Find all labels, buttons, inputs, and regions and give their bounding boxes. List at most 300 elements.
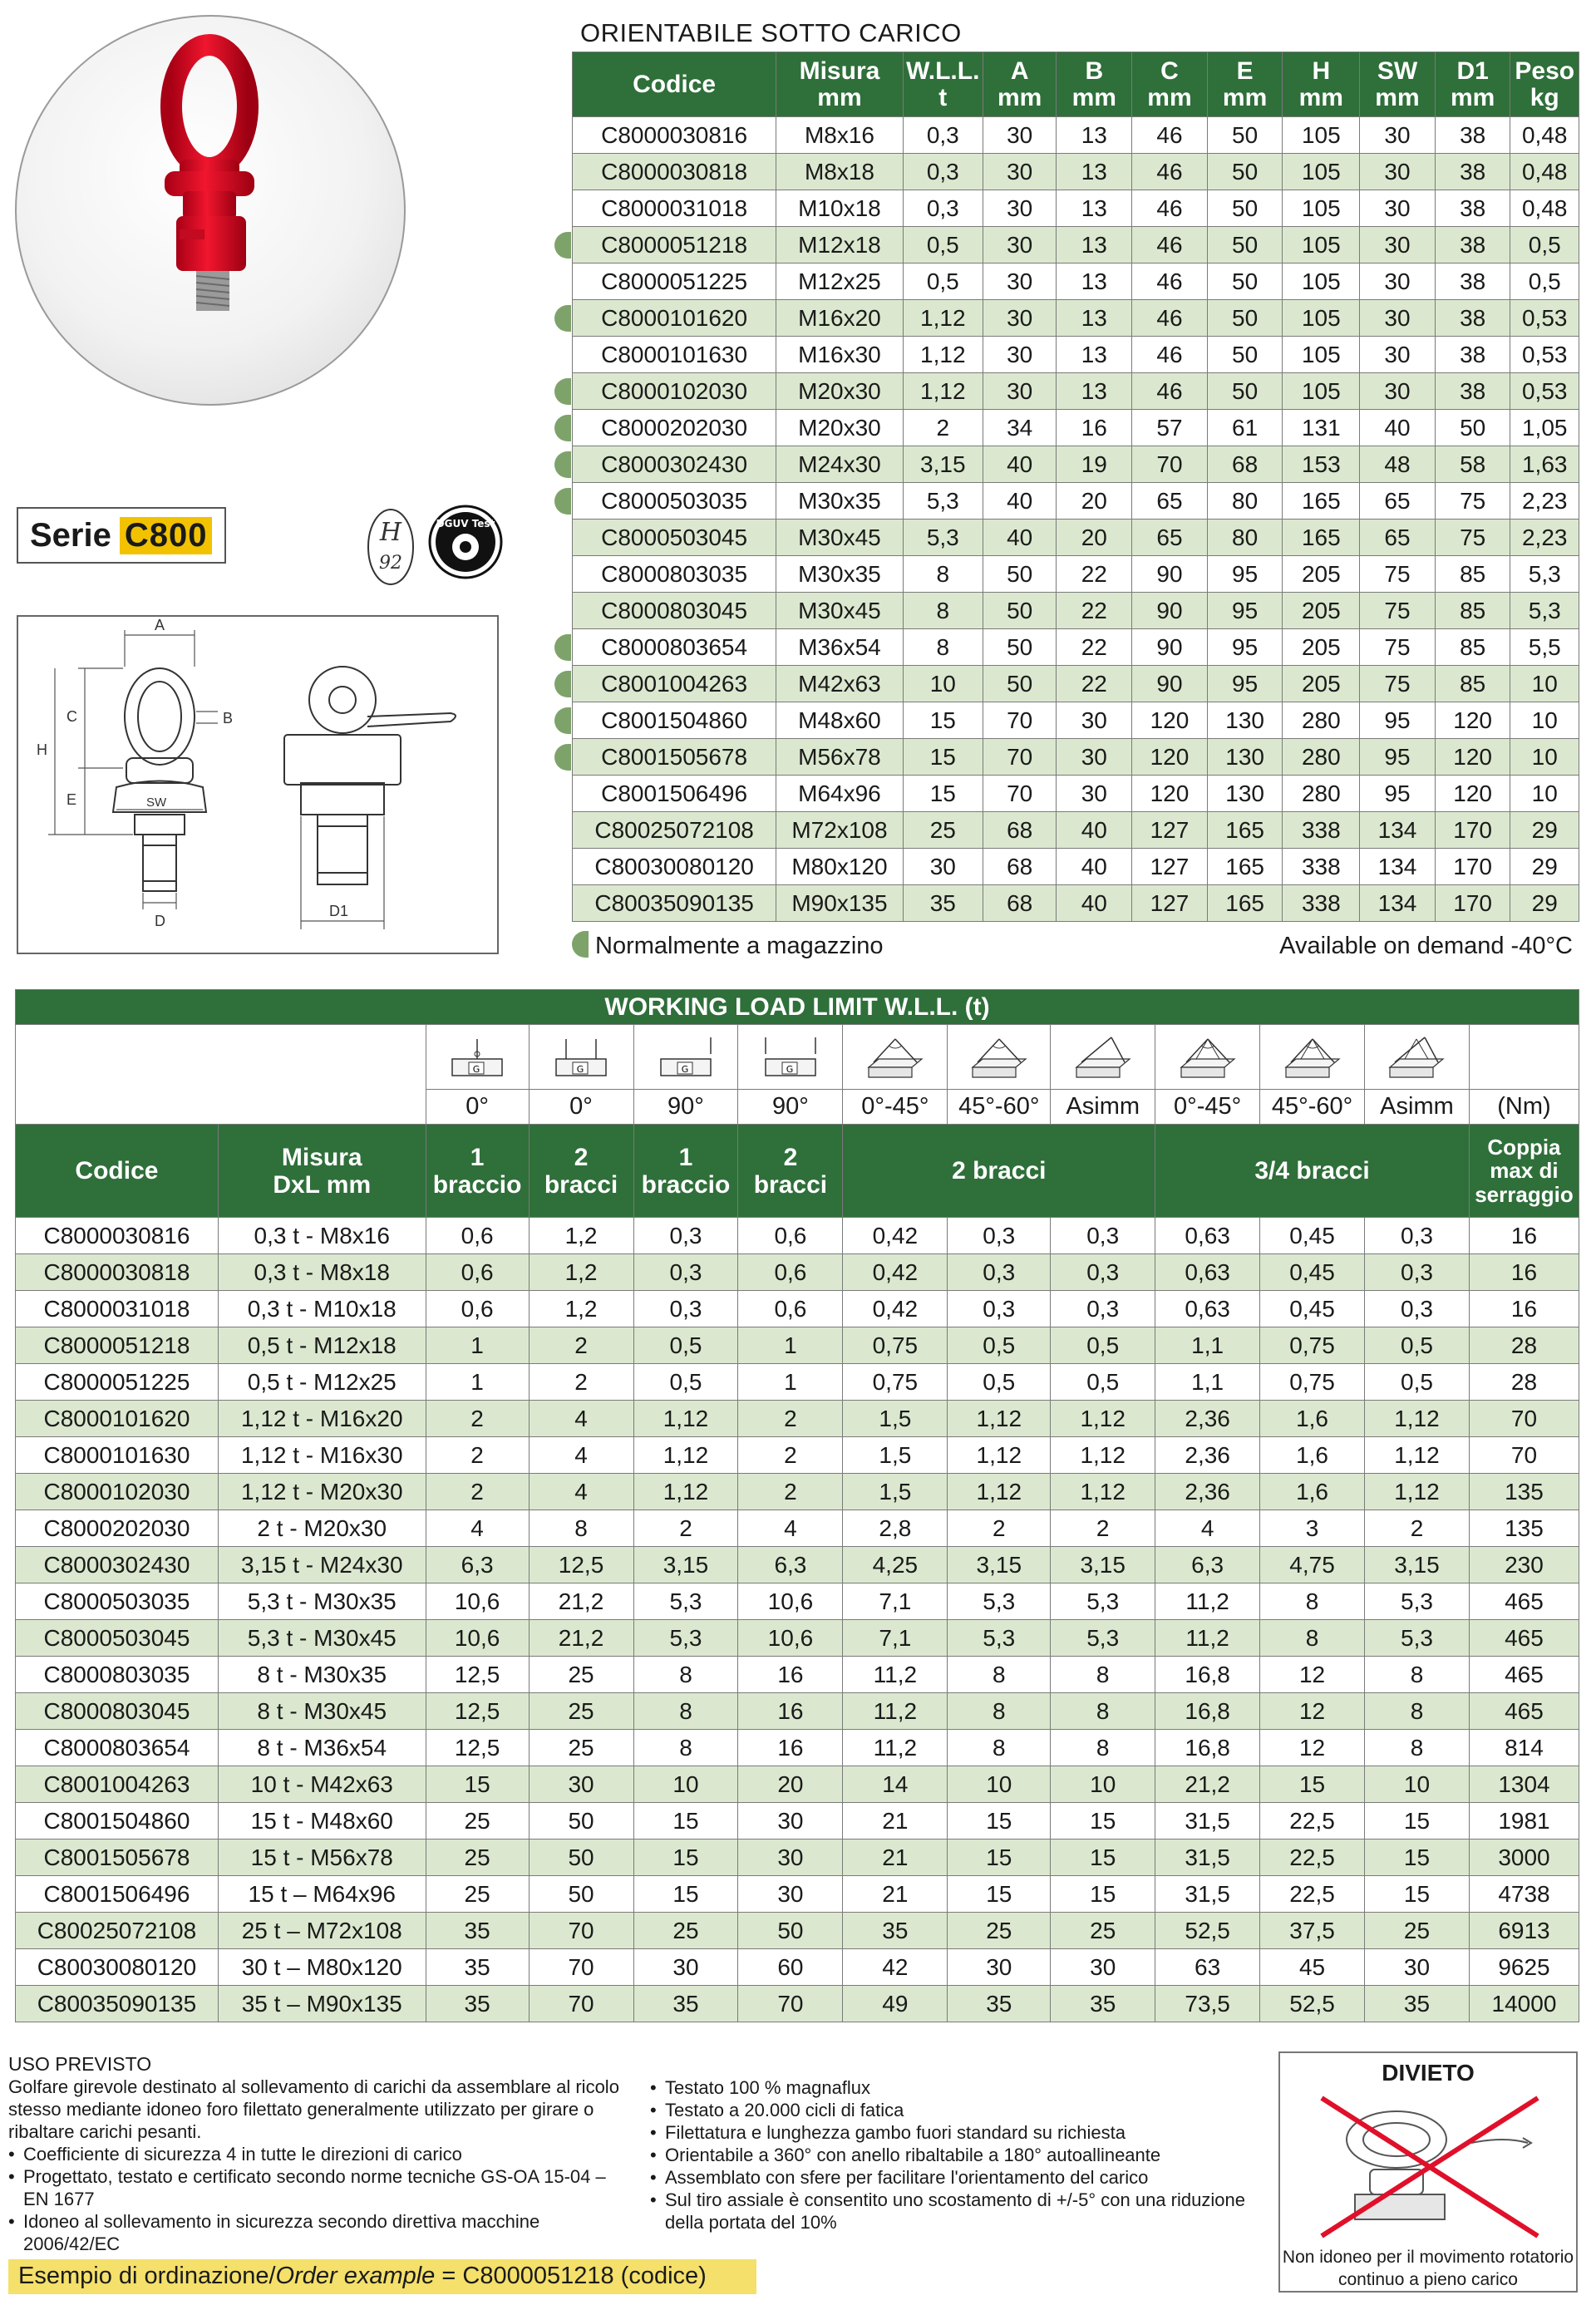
wll-title: WORKING LOAD LIMIT W.L.L. (t)	[16, 990, 1579, 1025]
spec-cell: 50	[983, 666, 1057, 702]
spec-header-line2: mm	[817, 83, 862, 111]
spec-cell: 30	[983, 373, 1057, 410]
wll-cell: 15 t - M56x78	[218, 1840, 426, 1876]
spec-cell: 30	[983, 154, 1057, 190]
spec-cell: 15	[903, 702, 983, 739]
usage-intro: Golfare girevole destinato al sollevamento di carichi da assemblare al ricolo stesso mediante idoneo foro filettato generalmente utilizzato per girare o ribaltare carichi pesanti.	[8, 2076, 619, 2142]
wll-cell: 3,15	[948, 1547, 1051, 1583]
spec-cell: 134	[1360, 849, 1436, 885]
wll-cell: 15	[1051, 1803, 1155, 1840]
spec-cell: 35	[903, 885, 983, 922]
spec-code-cell: C8000202030	[573, 410, 776, 446]
spec-cell: 0,48	[1510, 190, 1579, 227]
dim-a-label: A	[155, 617, 165, 633]
spec-cell: 30	[1057, 776, 1132, 812]
wll-cell: 0,63	[1155, 1254, 1260, 1291]
wll-cell: 1,12	[633, 1437, 738, 1474]
wll-cell: 2,36	[1155, 1437, 1260, 1474]
spec-cell: 0,48	[1510, 154, 1579, 190]
wll-code-cell: C8000202030	[16, 1510, 219, 1547]
spec-cell: M48x60	[776, 702, 903, 739]
wll-cell: 14	[843, 1766, 948, 1803]
spec-cell: 1,12	[903, 373, 983, 410]
wll-cell: 30 t – M80x120	[218, 1949, 426, 1986]
wll-cell: 15	[426, 1766, 529, 1803]
wll-cell: 10	[1365, 1766, 1470, 1803]
wll-cell: 0,5	[1365, 1327, 1470, 1364]
wll-code-cell: C80035090135	[16, 1986, 219, 2022]
spec-cell: 15	[903, 776, 983, 812]
spec-cell: M16x30	[776, 337, 903, 373]
spec-cell: M20x30	[776, 373, 903, 410]
stock-marker-icon	[554, 634, 571, 661]
wll-cell: 0,6	[738, 1254, 843, 1291]
wll-cell: 4	[529, 1474, 633, 1510]
wll-row	[16, 1291, 1579, 1327]
spec-cell: 131	[1283, 410, 1360, 446]
spec-header-4	[1057, 52, 1132, 117]
wll-cell: 5,3	[633, 1583, 738, 1620]
wll-cell: 70	[738, 1986, 843, 2022]
wll-row	[16, 1437, 1579, 1474]
wll-cell: 15	[1365, 1840, 1470, 1876]
series-code: C800	[120, 517, 213, 554]
wll-cell: 4	[426, 1510, 529, 1547]
spec-code-cell: C8000030816	[573, 117, 776, 154]
wll-cell: 45	[1260, 1949, 1365, 1986]
spec-cell: 29	[1510, 849, 1579, 885]
spec-legend	[572, 929, 1579, 963]
wll-cell: 16,8	[1155, 1693, 1260, 1730]
wll-cell: 1304	[1469, 1766, 1579, 1803]
wll-cell: 6,3	[738, 1547, 843, 1583]
wll-cell: 35	[426, 1913, 529, 1949]
wll-cell: 10,6	[738, 1583, 843, 1620]
spec-cell: 280	[1283, 702, 1360, 739]
spec-cell: 65	[1132, 520, 1208, 556]
wll-cell: 25	[426, 1876, 529, 1913]
wll-cell: 35	[948, 1986, 1051, 2022]
stock-marker-icon	[554, 451, 571, 478]
wll-cell: 1,12	[1051, 1401, 1155, 1437]
spec-cell: 134	[1360, 885, 1436, 922]
wll-cell: 12	[1260, 1657, 1365, 1693]
wll-cell: 60	[738, 1949, 843, 1986]
spec-cell: 153	[1283, 446, 1360, 483]
size-head-line1: Misura	[281, 1143, 362, 1171]
spec-cell: 1,05	[1510, 410, 1579, 446]
wll-cell: 1,12	[1365, 1474, 1470, 1510]
wll-cell: 16	[738, 1693, 843, 1730]
spec-header-6	[1207, 52, 1283, 117]
wll-cell: 0,3 t - M10x18	[218, 1291, 426, 1327]
wll-cell: 21	[843, 1803, 948, 1840]
wll-cell: 15	[633, 1876, 738, 1913]
wll-cell: 1	[738, 1364, 843, 1401]
spec-cell: 120	[1132, 739, 1208, 776]
wll-cell: 1,2	[529, 1218, 633, 1254]
blank-corner	[16, 1025, 426, 1125]
stock-marker-icon	[554, 671, 571, 697]
wll-cell: 3,15 t - M24x30	[218, 1547, 426, 1583]
torque-head-line3: serraggio	[1475, 1181, 1574, 1207]
wll-cell: 5,3	[948, 1583, 1051, 1620]
spec-cell: 16	[1057, 410, 1132, 446]
spec-cell: 38	[1435, 227, 1510, 263]
spec-row	[573, 885, 1579, 922]
wll-cell: 0,45	[1260, 1291, 1365, 1327]
wll-cell: 0,42	[843, 1218, 948, 1254]
spec-cell: 46	[1132, 117, 1208, 154]
spec-cell: 13	[1057, 300, 1132, 337]
usage-bullets-right	[650, 2076, 1282, 2234]
stock-marker-icon	[554, 415, 571, 441]
spec-cell: M56x78	[776, 739, 903, 776]
spec-cell: 50	[1207, 190, 1283, 227]
spec-cell: 38	[1435, 337, 1510, 373]
spec-cell: 30	[1360, 263, 1436, 300]
spec-cell: 105	[1283, 154, 1360, 190]
spec-cell: 29	[1510, 812, 1579, 849]
wll-cell: 21	[843, 1840, 948, 1876]
spec-cell: 10	[1510, 776, 1579, 812]
spec-cell: 130	[1207, 702, 1283, 739]
wll-cell: 0,5	[948, 1364, 1051, 1401]
wll-row	[16, 1547, 1579, 1583]
wll-cell: 35	[633, 1986, 738, 2022]
wll-cell: 15	[948, 1803, 1051, 1840]
spec-cell: 1,63	[1510, 446, 1579, 483]
spec-table-title: ORIENTABILE SOTTO CARICO	[580, 18, 962, 47]
wll-cell: 50	[738, 1913, 843, 1949]
wll-cell: 1,12 t - M16x30	[218, 1437, 426, 1474]
spec-cell: M24x30	[776, 446, 903, 483]
spec-cell: 0,53	[1510, 373, 1579, 410]
wll-cell: 1981	[1469, 1803, 1579, 1840]
spec-cell: 50	[983, 629, 1057, 666]
wll-cell: 8 t - M30x45	[218, 1693, 426, 1730]
spec-code-cell: C8000051225	[573, 263, 776, 300]
spec-cell: 105	[1283, 373, 1360, 410]
spec-cell: 19	[1057, 446, 1132, 483]
spec-cell: 75	[1435, 520, 1510, 556]
spec-cell: 90	[1132, 666, 1208, 702]
stock-marker-icon	[554, 707, 571, 734]
spec-header-line1: Codice	[633, 70, 717, 98]
wll-cell: 25	[529, 1730, 633, 1766]
wll-code-cell: C8001504860	[16, 1803, 219, 1840]
h92-certification-mark	[366, 507, 416, 587]
spec-cell: 165	[1207, 885, 1283, 922]
wll-cell: 1,1	[1155, 1364, 1260, 1401]
wll-cell: 0,75	[843, 1364, 948, 1401]
wll-cell: 16	[738, 1730, 843, 1766]
spec-code-cell: C8000030818	[573, 154, 776, 190]
wll-cell: 0,5	[1051, 1327, 1155, 1364]
spec-row	[573, 190, 1579, 227]
wll-cell: 0,3	[633, 1218, 738, 1254]
wll-cell: 2,36	[1155, 1401, 1260, 1437]
spec-cell: 38	[1435, 263, 1510, 300]
wll-cell: 10	[1051, 1766, 1155, 1803]
wll-cell: 4	[529, 1437, 633, 1474]
wll-cell: 10,6	[426, 1583, 529, 1620]
spec-cell: 0,3	[903, 154, 983, 190]
spec-cell: M42x63	[776, 666, 903, 702]
wll-cell: 8	[1365, 1730, 1470, 1766]
wll-cell: 52,5	[1260, 1986, 1365, 2022]
spec-cell: 170	[1435, 849, 1510, 885]
technical-drawing	[17, 615, 499, 954]
wll-cell: 21,2	[1155, 1766, 1260, 1803]
spec-cell: 165	[1207, 812, 1283, 849]
wll-code-cell: C8001506496	[16, 1876, 219, 1913]
wll-cell: 1,6	[1260, 1437, 1365, 1474]
wll-cell: 2	[1051, 1510, 1155, 1547]
wll-cell: 0,75	[1260, 1364, 1365, 1401]
wll-cell: 11,2	[843, 1657, 948, 1693]
spec-cell: 13	[1057, 154, 1132, 190]
spec-cell: 95	[1207, 629, 1283, 666]
spec-header-line1: E	[1236, 57, 1254, 85]
spec-cell: 38	[1435, 190, 1510, 227]
spec-cell: 13	[1057, 190, 1132, 227]
spec-cell: 65	[1360, 520, 1436, 556]
spec-header-10	[1510, 52, 1579, 117]
usage-bullet: • Idoneo al sollevamento in sicurezza secondo direttiva macchine 2006/42/EC	[8, 2210, 623, 2255]
svg-text:H: H	[379, 518, 402, 547]
spec-cell: 75	[1360, 629, 1436, 666]
spec-cell: M30x45	[776, 593, 903, 629]
spec-cell: 46	[1132, 373, 1208, 410]
wll-cell: 7,1	[843, 1583, 948, 1620]
spec-row	[573, 629, 1579, 666]
spec-cell: 70	[983, 702, 1057, 739]
prohibition-text: Non idoneo per il movimento rotatorio continuo a pieno carico	[1282, 2248, 1574, 2289]
spec-cell: 0,48	[1510, 117, 1579, 154]
c2-head-line1: 2	[574, 1143, 589, 1171]
spec-header-line2: mm	[1450, 83, 1495, 111]
spec-row	[573, 556, 1579, 593]
wll-cell: 2,36	[1155, 1474, 1260, 1510]
wll-cell: 0,6	[426, 1254, 529, 1291]
wll-row	[16, 1364, 1579, 1401]
spec-cell: 50	[1207, 227, 1283, 263]
spec-cell: 90	[1132, 556, 1208, 593]
wll-cell: 1,1	[1155, 1327, 1260, 1364]
wll-cell: 1,12	[948, 1437, 1051, 1474]
spec-cell: 46	[1132, 337, 1208, 373]
wll-cell: 50	[529, 1876, 633, 1913]
wll-angle-cell: 0°	[529, 1090, 633, 1125]
spec-cell: 34	[983, 410, 1057, 446]
wll-cell: 0,6	[426, 1218, 529, 1254]
wll-cell: 30	[948, 1949, 1051, 1986]
spec-cell: 338	[1283, 885, 1360, 922]
wll-cell: 0,5 t - M12x25	[218, 1364, 426, 1401]
wll-cell: 22,5	[1260, 1876, 1365, 1913]
spec-cell: M72x108	[776, 812, 903, 849]
spec-cell: 30	[1360, 190, 1436, 227]
spec-cell: 165	[1207, 849, 1283, 885]
spec-cell: 0,3	[903, 190, 983, 227]
wll-row	[16, 1474, 1579, 1510]
svg-text:G: G	[786, 1063, 794, 1075]
wll-cell: 0,3	[1365, 1254, 1470, 1291]
wll-code-cell: C8000030816	[16, 1218, 219, 1254]
spec-header-line1: B	[1085, 57, 1104, 85]
spec-cell: 50	[1435, 410, 1510, 446]
spec-cell: 50	[1207, 337, 1283, 373]
spec-row	[573, 776, 1579, 812]
wll-cell: 0,3	[948, 1291, 1051, 1327]
spec-cell: 13	[1057, 373, 1132, 410]
wll-cell: 5,3	[1051, 1583, 1155, 1620]
wll-cell: 2	[426, 1474, 529, 1510]
usage-heading: USO PREVISTO	[8, 2053, 152, 2075]
spec-cell: 50	[1207, 117, 1283, 154]
spec-cell: M20x30	[776, 410, 903, 446]
spec-cell: 58	[1435, 446, 1510, 483]
spec-cell: 75	[1360, 556, 1436, 593]
wll-row	[16, 1766, 1579, 1803]
wll-cell: 0,6	[738, 1218, 843, 1254]
wll-cell: 22,5	[1260, 1803, 1365, 1840]
wll-header-c1	[426, 1125, 529, 1218]
spec-code-cell: C80030080120	[573, 849, 776, 885]
spec-cell: M16x20	[776, 300, 903, 337]
spec-header-row	[573, 52, 1579, 117]
wll-cell: 50	[529, 1840, 633, 1876]
wll-cell: 0,5 t - M12x18	[218, 1327, 426, 1364]
spec-header-line2: mm	[1298, 83, 1343, 111]
wll-cell: 2 t - M20x30	[218, 1510, 426, 1547]
series-badge	[17, 507, 226, 564]
wll-cell: 30	[738, 1876, 843, 1913]
product-photo	[15, 15, 406, 406]
dim-d-label: D	[155, 913, 165, 929]
wll-code-cell: C8000803035	[16, 1657, 219, 1693]
wll-cell: 135	[1469, 1510, 1579, 1547]
spec-cell: M8x18	[776, 154, 903, 190]
wll-cell: 0,5	[633, 1327, 738, 1364]
spec-row	[573, 593, 1579, 629]
no-continuous-rotation-icon	[1305, 2090, 1554, 2244]
spec-cell: 40	[1057, 812, 1132, 849]
spec-cell: 22	[1057, 593, 1132, 629]
spec-cell: 2,23	[1510, 483, 1579, 520]
four-leg-asym-icon	[1383, 1034, 1450, 1081]
spec-header-7	[1283, 52, 1360, 117]
spec-cell: 13	[1057, 117, 1132, 154]
wll-cell: 0,3	[1365, 1291, 1470, 1327]
wll-cell: 1	[426, 1364, 529, 1401]
wll-cell: 1,2	[529, 1291, 633, 1327]
four-leg-60-icon	[1279, 1034, 1346, 1081]
wll-cell: 230	[1469, 1547, 1579, 1583]
dguv-test-mark	[427, 504, 504, 580]
spec-cell: 68	[983, 849, 1057, 885]
wll-cell: 30	[738, 1803, 843, 1840]
spec-code-cell: C8000302430	[573, 446, 776, 483]
spec-cell: 30	[983, 300, 1057, 337]
order-example	[8, 2259, 756, 2294]
wll-icon-cell	[633, 1025, 738, 1090]
order-prefix: Esempio di ordinazione/	[18, 2263, 276, 2289]
wll-cell: 1,12	[1051, 1474, 1155, 1510]
spec-code-cell: C8000101620	[573, 300, 776, 337]
spec-cell: 1,12	[903, 337, 983, 373]
wll-code-cell: C8000101630	[16, 1437, 219, 1474]
spec-cell: 338	[1283, 812, 1360, 849]
spec-cell: 30	[983, 117, 1057, 154]
wll-cell: 30	[1051, 1949, 1155, 1986]
stock-marker-icon	[554, 232, 571, 259]
spec-cell: 29	[1510, 885, 1579, 922]
wll-code-cell: C8000031018	[16, 1291, 219, 1327]
spec-cell: 105	[1283, 300, 1360, 337]
wll-cell: 25	[1051, 1913, 1155, 1949]
spec-cell: 85	[1435, 629, 1510, 666]
spec-cell: M30x45	[776, 520, 903, 556]
wll-cell: 8	[1260, 1583, 1365, 1620]
wll-angle-cell: 90°	[633, 1090, 738, 1125]
spec-cell: 2	[903, 410, 983, 446]
usage-bullet: • Coefficiente di sicurezza 4 in tutte le direzioni di carico	[8, 2143, 623, 2165]
wll-cell: 50	[529, 1803, 633, 1840]
wll-icon-cell	[738, 1025, 843, 1090]
wll-cell: 0,6	[426, 1291, 529, 1327]
wll-cell: 2	[529, 1327, 633, 1364]
wll-cell: 1	[426, 1327, 529, 1364]
spec-cell: 30	[1057, 702, 1132, 739]
spec-cell: 90	[1132, 629, 1208, 666]
spec-cell: 38	[1435, 154, 1510, 190]
wll-cell: 21	[843, 1876, 948, 1913]
wll-cell: 25	[529, 1657, 633, 1693]
wll-cell: 1,5	[843, 1474, 948, 1510]
wll-cell: 12,5	[426, 1693, 529, 1730]
wll-table-body	[16, 1218, 1579, 2022]
spec-cell: 10	[903, 666, 983, 702]
wll-cell: 35	[843, 1913, 948, 1949]
stock-marker-icon	[554, 305, 571, 332]
wll-cell: 465	[1469, 1620, 1579, 1657]
wll-cell: 8	[633, 1693, 738, 1730]
stock-marker-icon	[554, 744, 571, 771]
wll-cell: 25	[1365, 1913, 1470, 1949]
spec-cell: 120	[1132, 702, 1208, 739]
spec-cell: 65	[1132, 483, 1208, 520]
wll-cell: 31,5	[1155, 1803, 1260, 1840]
wll-cell: 2,8	[843, 1510, 948, 1547]
spec-row	[573, 263, 1579, 300]
wll-icon-row	[16, 1025, 1579, 1090]
wll-cell: 1,12	[1365, 1437, 1470, 1474]
wll-cell: 1,6	[1260, 1401, 1365, 1437]
spec-header-line1: SW	[1377, 57, 1418, 85]
wll-angle-cell: 90°	[738, 1090, 843, 1125]
wll-row	[16, 1254, 1579, 1291]
wll-icon-cell	[529, 1025, 633, 1090]
wll-angle-cell: Asimm	[1051, 1090, 1155, 1125]
spec-cell: 95	[1360, 776, 1436, 812]
wll-cell: 31,5	[1155, 1876, 1260, 1913]
wll-icon-cell	[1365, 1025, 1470, 1090]
prohibition-box	[1278, 2051, 1578, 2293]
wll-cell: 15	[1365, 1803, 1470, 1840]
wll-row	[16, 1986, 1579, 2022]
